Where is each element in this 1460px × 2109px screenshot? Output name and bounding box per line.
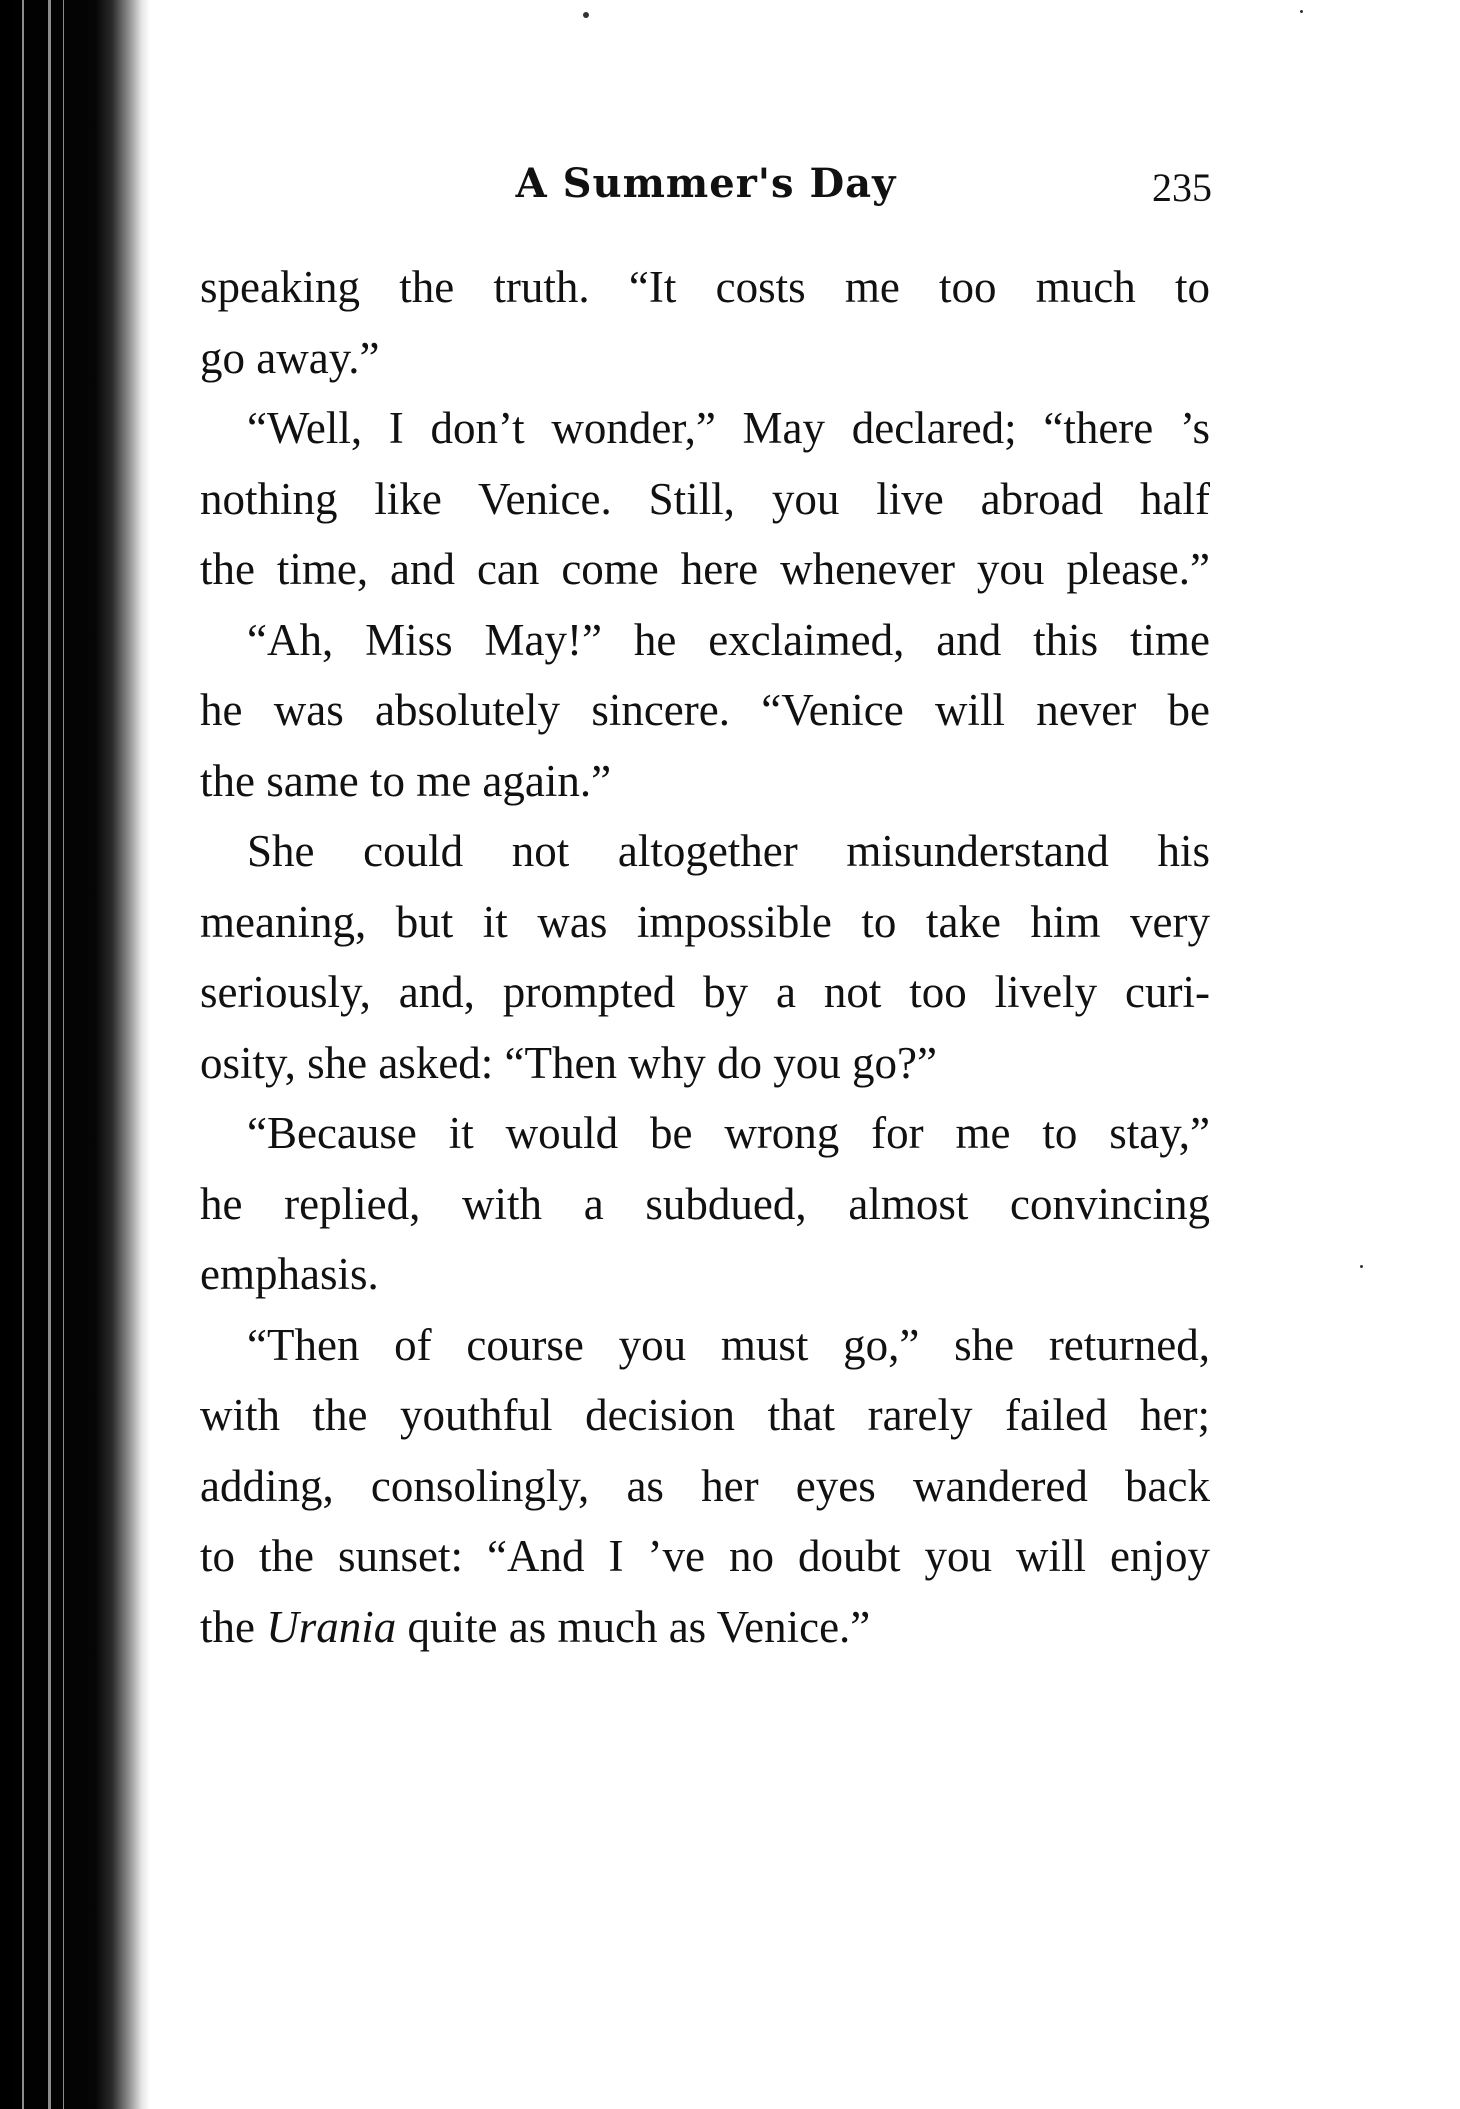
text-line: nothing like Venice. Still, you live abroad half <box>200 473 1210 524</box>
text-line: seriously, and, prompted by a not too lively curi- <box>200 967 1210 1017</box>
text-line: meaning, but it was impossible to take him very <box>200 896 1210 947</box>
text-line: he replied, with a subdued, almost convincing <box>200 1178 1210 1229</box>
scan-speck <box>583 12 589 18</box>
text-line: emphasis. <box>200 1249 379 1299</box>
text-fragment: quite as much as Venice.” <box>407 1601 871 1652</box>
text-line: he was absolutely sincere. “Venice will never be <box>200 685 1210 735</box>
body-text <box>200 252 1210 1662</box>
scan-streak <box>22 0 24 2109</box>
text-line: to the sunset: “And I ’ve no doubt you will enjoy <box>200 1531 1210 1581</box>
text-line: go away.” <box>200 332 380 383</box>
text-line: speaking the truth. “It costs me too much to <box>200 262 1210 312</box>
text-line: with the youthful decision that rarely failed her; <box>200 1390 1210 1440</box>
text-fragment: the <box>200 1601 255 1652</box>
text-line: osity, she asked: “Then why do you go?” <box>200 1037 937 1088</box>
text-line: She could not altogether misunderstand his <box>247 826 1210 876</box>
text-line-last <box>200 1592 1210 1663</box>
text-line: “Because it would be wrong for me to stay,” <box>247 1108 1210 1158</box>
book-title-italic: Urania <box>266 1601 397 1652</box>
text-line: “Well, I don’t wonder,” May declared; “there ’s <box>247 403 1210 453</box>
scan-speck <box>1300 10 1303 13</box>
scan-streak <box>48 0 51 2109</box>
text-line: “Ah, Miss May!” he exclaimed, and this time <box>247 614 1210 665</box>
scan-streak <box>63 0 64 2109</box>
text-line: “Then of course you must go,” she returned, <box>247 1319 1210 1370</box>
running-title: A Summer's Day <box>515 160 897 207</box>
page-number: 235 <box>1152 165 1212 210</box>
text-line: the same to me again.” <box>200 755 612 806</box>
text-line: the time, and can come here whenever you please.” <box>200 544 1210 594</box>
text-line: adding, consolingly, as her eyes wandered back <box>200 1460 1210 1511</box>
scan-speck <box>1360 1265 1363 1268</box>
page-header <box>200 160 1212 220</box>
